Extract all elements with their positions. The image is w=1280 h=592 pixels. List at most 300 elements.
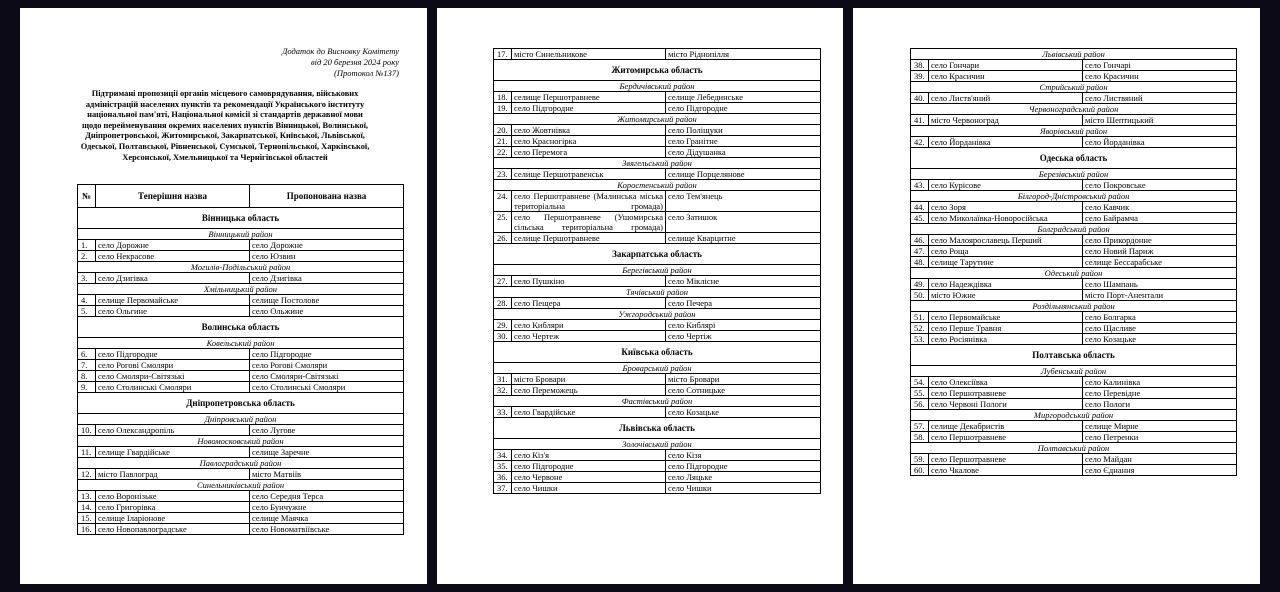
- oblast-row: [494, 244, 821, 265]
- current-name: село Перше Травня: [929, 323, 1083, 334]
- current-name: село Чкалове: [929, 465, 1083, 476]
- table-row: [494, 483, 821, 494]
- row-number: 6.: [78, 349, 96, 360]
- oblast-row: [494, 342, 821, 363]
- row-number: 58.: [911, 432, 929, 443]
- district-heading: Хмільницький район: [78, 284, 404, 295]
- row-number: 13.: [78, 491, 96, 502]
- current-name: село Першотравневе (Ушомирська сільська територіальна громада): [512, 212, 666, 233]
- table-row: [911, 115, 1237, 126]
- current-name: село Рогові Смоляри: [96, 360, 250, 371]
- current-name: село Столинські Смоляри: [96, 382, 250, 393]
- table-row: [494, 136, 821, 147]
- row-number: 27.: [494, 276, 512, 287]
- district-heading: Золочівський район: [494, 439, 821, 450]
- district-heading: Звягельський район: [494, 158, 821, 169]
- current-name: село Перемога: [512, 147, 666, 158]
- table-row: [911, 377, 1237, 388]
- row-number: 52.: [911, 323, 929, 334]
- table-row: [494, 385, 821, 396]
- row-number: 16.: [78, 524, 96, 535]
- district-heading: Яворівський район: [911, 126, 1237, 137]
- table-row: [78, 360, 404, 371]
- district-row: [78, 284, 404, 295]
- current-name: село Підгородне: [512, 461, 666, 472]
- district-row: [911, 49, 1237, 60]
- row-number: 37.: [494, 483, 512, 494]
- district-heading: Болградський район: [911, 224, 1237, 235]
- district-row: [911, 366, 1237, 377]
- district-row: [911, 410, 1237, 421]
- current-name: село Первомайське: [929, 312, 1083, 323]
- renaming-table: [910, 48, 1237, 476]
- proposed-name: село Середня Терса: [250, 491, 404, 502]
- row-number: 36.: [494, 472, 512, 483]
- proposed-name: село Козацьке: [666, 407, 821, 418]
- table-row: [911, 60, 1237, 71]
- table-row: [78, 251, 404, 262]
- current-name: село Дорожне: [96, 240, 250, 251]
- current-name: село Переможець: [512, 385, 666, 396]
- district-row: [494, 180, 821, 191]
- row-number: 24.: [494, 191, 512, 212]
- table-body: [494, 49, 821, 494]
- table-body: [78, 208, 404, 535]
- row-number: 26.: [494, 233, 512, 244]
- proposed-name: місто Ріднопілля: [666, 49, 821, 60]
- current-name: село Першотравневе (Малинська міська територіальна громада): [512, 191, 666, 212]
- renaming-table: [493, 48, 821, 494]
- district-row: [494, 265, 821, 276]
- proposed-name: село Прикордонне: [1083, 235, 1237, 246]
- district-heading: Житомирський район: [494, 114, 821, 125]
- table-row: [78, 425, 404, 436]
- row-number: 23.: [494, 169, 512, 180]
- table-row: [494, 191, 821, 212]
- district-row: [911, 191, 1237, 202]
- current-name: село Кіз'я: [512, 450, 666, 461]
- proposed-name: село Козацьке: [1083, 334, 1237, 345]
- proposed-name: село Йорданівка: [1083, 137, 1237, 148]
- table-row: [78, 447, 404, 458]
- row-number: 40.: [911, 93, 929, 104]
- oblast-row: [494, 418, 821, 439]
- table-row: [494, 49, 821, 60]
- district-heading: Коростенський район: [494, 180, 821, 191]
- proposed-name: селище Постолове: [250, 295, 404, 306]
- district-heading: Синельниківський район: [78, 480, 404, 491]
- proposed-name: село Столинські Смоляри: [250, 382, 404, 393]
- current-name: село Росіянівка: [929, 334, 1083, 345]
- proposed-name: село Перевідне: [1083, 388, 1237, 399]
- table-body: [911, 49, 1237, 476]
- current-name: село Чишки: [512, 483, 666, 494]
- proposed-name: місто Шептицький: [1083, 115, 1237, 126]
- current-name: село Червоні Пологи: [929, 399, 1083, 410]
- oblast-heading: Волинська область: [78, 317, 404, 338]
- table-row: [494, 407, 821, 418]
- proposed-name: місто Матвіїв: [250, 469, 404, 480]
- current-name: село Зоря: [929, 202, 1083, 213]
- row-number: 43.: [911, 180, 929, 191]
- table-row: [911, 137, 1237, 148]
- proposed-name: село Петренки: [1083, 432, 1237, 443]
- current-name: село Малоярославець Перший: [929, 235, 1083, 246]
- current-name: селище Декабристів: [929, 421, 1083, 432]
- current-name: село Пещера: [512, 298, 666, 309]
- current-name: місто Синельникове: [512, 49, 666, 60]
- district-heading: Ковельський район: [78, 338, 404, 349]
- proposed-name: село Щасливе: [1083, 323, 1237, 334]
- district-heading: Новомосковський район: [78, 436, 404, 447]
- table-header-row: [78, 185, 404, 208]
- table-row: [494, 233, 821, 244]
- proposed-name: селище Мирне: [1083, 421, 1237, 432]
- district-row: [494, 114, 821, 125]
- oblast-heading: Закарпатська область: [494, 244, 821, 265]
- proposed-name: село Міклісне: [666, 276, 821, 287]
- current-name: селище Первомайське: [96, 295, 250, 306]
- proposed-name: село Тем'янець: [666, 191, 821, 212]
- current-name: село Йорданівка: [929, 137, 1083, 148]
- current-name: село Олександропіль: [96, 425, 250, 436]
- current-name: село Курісове: [929, 180, 1083, 191]
- proposed-name: селище Кварцитне: [666, 233, 821, 244]
- current-name: село Красногірка: [512, 136, 666, 147]
- district-row: [78, 262, 404, 273]
- district-row: [78, 229, 404, 240]
- current-name: село Кибляри: [512, 320, 666, 331]
- row-number: 9.: [78, 382, 96, 393]
- header-proposed-name: Пропонована назва: [250, 185, 404, 208]
- row-number: 15.: [78, 513, 96, 524]
- oblast-heading: Одеська область: [911, 148, 1237, 169]
- district-row: [911, 82, 1237, 93]
- row-number: 18.: [494, 92, 512, 103]
- oblast-heading: Київська область: [494, 342, 821, 363]
- proposed-name: село Підгородне: [250, 349, 404, 360]
- table-row: [911, 388, 1237, 399]
- row-number: 38.: [911, 60, 929, 71]
- header-current-name: Теперішня назва: [96, 185, 250, 208]
- current-name: село Першотравневе: [929, 432, 1083, 443]
- table-row: [911, 180, 1237, 191]
- table-row: [911, 290, 1237, 301]
- row-number: 14.: [78, 502, 96, 513]
- district-heading: Павлоградський район: [78, 458, 404, 469]
- table-row: [78, 382, 404, 393]
- table-row: [911, 432, 1237, 443]
- current-name: село Жовтнівка: [512, 125, 666, 136]
- current-name: село Підгородне: [512, 103, 666, 114]
- oblast-row: [78, 393, 404, 414]
- row-number: 28.: [494, 298, 512, 309]
- row-number: 12.: [78, 469, 96, 480]
- oblast-row: [78, 317, 404, 338]
- row-number: 3.: [78, 273, 96, 284]
- current-name: село Підгородне: [96, 349, 250, 360]
- proposed-name: місто Бровари: [666, 374, 821, 385]
- current-name: селище Першотравневе: [512, 233, 666, 244]
- row-number: 50.: [911, 290, 929, 301]
- row-number: 51.: [911, 312, 929, 323]
- proposed-name: село Гранітне: [666, 136, 821, 147]
- table-row: [911, 454, 1237, 465]
- proposed-name: село Калинівка: [1083, 377, 1237, 388]
- proposed-name: село Ольжине: [250, 306, 404, 317]
- row-number: 17.: [494, 49, 512, 60]
- district-row: [911, 169, 1237, 180]
- table-row: [494, 92, 821, 103]
- current-name: селище Гвардійське: [96, 447, 250, 458]
- district-heading: Тячівський район: [494, 287, 821, 298]
- row-number: 4.: [78, 295, 96, 306]
- row-number: 8.: [78, 371, 96, 382]
- oblast-heading: Полтавська область: [911, 345, 1237, 366]
- district-row: [911, 104, 1237, 115]
- proposed-name: селище Порцелянове: [666, 169, 821, 180]
- proposed-name: село Майдан: [1083, 454, 1237, 465]
- proposed-name: село Ляцьке: [666, 472, 821, 483]
- current-name: село Григорівка: [96, 502, 250, 513]
- current-name: село Гончари: [929, 60, 1083, 71]
- row-number: 29.: [494, 320, 512, 331]
- proposed-name: село Печера: [666, 298, 821, 309]
- proposed-name: село Дорожне: [250, 240, 404, 251]
- current-name: село Червоне: [512, 472, 666, 483]
- table-row: [494, 472, 821, 483]
- table-row: [911, 235, 1237, 246]
- table-row: [911, 93, 1237, 104]
- oblast-heading: Львівська область: [494, 418, 821, 439]
- row-number: 30.: [494, 331, 512, 342]
- proposed-name: село Новий Париж: [1083, 246, 1237, 257]
- current-name: село Миколаївка-Новоросійська: [929, 213, 1083, 224]
- table-row: [78, 240, 404, 251]
- row-number: 60.: [911, 465, 929, 476]
- row-number: 19.: [494, 103, 512, 114]
- district-heading: Полтавський район: [911, 443, 1237, 454]
- table-row: [911, 323, 1237, 334]
- row-number: 20.: [494, 125, 512, 136]
- proposed-name: село Болгарка: [1083, 312, 1237, 323]
- current-name: місто Бровари: [512, 374, 666, 385]
- proposed-name: село Дідушанка: [666, 147, 821, 158]
- row-number: 11.: [78, 447, 96, 458]
- table-row: [78, 273, 404, 284]
- district-heading: Дніпровський район: [78, 414, 404, 425]
- district-heading: Миргородський район: [911, 410, 1237, 421]
- current-name: село Листв'яний: [929, 93, 1083, 104]
- table-row: [78, 295, 404, 306]
- document-page-2: [437, 8, 843, 584]
- proposed-name: село Лугове: [250, 425, 404, 436]
- proposed-name: місто Порт-Анентали: [1083, 290, 1237, 301]
- row-number: 49.: [911, 279, 929, 290]
- current-name: село Дзигівка: [96, 273, 250, 284]
- row-number: 53.: [911, 334, 929, 345]
- row-number: 42.: [911, 137, 929, 148]
- row-number: 54.: [911, 377, 929, 388]
- row-number: 34.: [494, 450, 512, 461]
- current-name: село Некрасове: [96, 251, 250, 262]
- current-name: село Ольгине: [96, 306, 250, 317]
- current-name: село Роща: [929, 246, 1083, 257]
- document-page-1: [20, 8, 427, 584]
- current-name: місто Южне: [929, 290, 1083, 301]
- district-heading: Червоноградський район: [911, 104, 1237, 115]
- oblast-heading: Житомирська область: [494, 60, 821, 81]
- current-name: селище Першотравенськ: [512, 169, 666, 180]
- table-row: [911, 399, 1237, 410]
- proposed-name: селище Заречне: [250, 447, 404, 458]
- proposed-name: село Чишки: [666, 483, 821, 494]
- district-heading: Ужгородський район: [494, 309, 821, 320]
- row-number: 31.: [494, 374, 512, 385]
- row-number: 35.: [494, 461, 512, 472]
- appendix-line: Додаток до Висновку Комітету: [281, 46, 399, 56]
- proposed-name: село Шампань: [1083, 279, 1237, 290]
- current-name: село Воронізьке: [96, 491, 250, 502]
- row-number: 56.: [911, 399, 929, 410]
- current-name: село Першотравневе: [929, 454, 1083, 465]
- table-row: [494, 276, 821, 287]
- row-number: 32.: [494, 385, 512, 396]
- district-row: [78, 338, 404, 349]
- district-heading: Берегівський район: [494, 265, 821, 276]
- table-row: [911, 213, 1237, 224]
- district-row: [494, 396, 821, 407]
- row-number: 45.: [911, 213, 929, 224]
- document-page-3: [853, 8, 1260, 584]
- row-number: 59.: [911, 454, 929, 465]
- district-row: [494, 158, 821, 169]
- current-name: місто Червоноград: [929, 115, 1083, 126]
- table-row: [494, 169, 821, 180]
- district-heading: Березівський район: [911, 169, 1237, 180]
- district-row: [494, 287, 821, 298]
- oblast-heading: Дніпропетровська область: [78, 393, 404, 414]
- district-heading: Роздільнянський район: [911, 301, 1237, 312]
- row-number: 55.: [911, 388, 929, 399]
- district-heading: Білгород-Дністровський район: [911, 191, 1237, 202]
- proposed-name: село Красичин: [1083, 71, 1237, 82]
- table-row: [78, 524, 404, 535]
- proposed-name: село Кавчик: [1083, 202, 1237, 213]
- district-heading: Одеський район: [911, 268, 1237, 279]
- proposed-name: село Сотницьке: [666, 385, 821, 396]
- district-row: [911, 224, 1237, 235]
- district-row: [494, 439, 821, 450]
- date-line: від 20 березня 2024 року: [310, 57, 399, 67]
- table-row: [911, 257, 1237, 268]
- row-number: 1.: [78, 240, 96, 251]
- current-name: село Гвардійське: [512, 407, 666, 418]
- district-row: [911, 301, 1237, 312]
- proposed-name: село Бунчужне: [250, 502, 404, 513]
- table-row: [494, 147, 821, 158]
- district-heading: Могилів-Подільський район: [78, 262, 404, 273]
- district-row: [78, 414, 404, 425]
- district-heading: Вінницький район: [78, 229, 404, 240]
- proposed-name: село Гончарі: [1083, 60, 1237, 71]
- row-number: 57.: [911, 421, 929, 432]
- table-row: [78, 469, 404, 480]
- table-row: [494, 374, 821, 385]
- proposed-name: село Пологи: [1083, 399, 1237, 410]
- current-name: село Олексіївка: [929, 377, 1083, 388]
- row-number: 22.: [494, 147, 512, 158]
- proposed-name: село Дзигівка: [250, 273, 404, 284]
- table-row: [494, 103, 821, 114]
- proposed-name: село Юзвин: [250, 251, 404, 262]
- table-row: [911, 334, 1237, 345]
- current-name: село Чертеж: [512, 331, 666, 342]
- row-number: 41.: [911, 115, 929, 126]
- proposed-name: село Поліщуки: [666, 125, 821, 136]
- district-row: [78, 458, 404, 469]
- table-row: [494, 450, 821, 461]
- row-number: 25.: [494, 212, 512, 233]
- proposed-name: село Затишок: [666, 212, 821, 233]
- proposed-name: село Киблярі: [666, 320, 821, 331]
- district-row: [78, 436, 404, 447]
- table-row: [494, 320, 821, 331]
- proposed-name: село Підгородне: [666, 461, 821, 472]
- current-name: село Красичин: [929, 71, 1083, 82]
- row-number: 7.: [78, 360, 96, 371]
- row-number: 46.: [911, 235, 929, 246]
- district-heading: Броварський район: [494, 363, 821, 374]
- header-num: №: [78, 185, 96, 208]
- table-row: [911, 279, 1237, 290]
- renaming-table: [77, 184, 404, 535]
- district-row: [494, 309, 821, 320]
- current-name: селище Іларіонове: [96, 513, 250, 524]
- row-number: 5.: [78, 306, 96, 317]
- proposed-name: село Чертіж: [666, 331, 821, 342]
- current-name: село Пушкіно: [512, 276, 666, 287]
- proposed-name: село Покровське: [1083, 180, 1237, 191]
- district-heading: Фастівський район: [494, 396, 821, 407]
- row-number: 33.: [494, 407, 512, 418]
- proposed-name: село Новоматвіївське: [250, 524, 404, 535]
- proposed-name: село Єднання: [1083, 465, 1237, 476]
- district-row: [494, 81, 821, 92]
- appendix-header: [219, 46, 399, 79]
- table-row: [78, 491, 404, 502]
- oblast-row: [78, 208, 404, 229]
- current-name: місто Павлоград: [96, 469, 250, 480]
- table-row: [911, 421, 1237, 432]
- district-row: [911, 443, 1237, 454]
- proposed-name: село Підгородне: [666, 103, 821, 114]
- table-row: [911, 71, 1237, 82]
- row-number: 44.: [911, 202, 929, 213]
- oblast-row: [494, 60, 821, 81]
- row-number: 21.: [494, 136, 512, 147]
- proposed-name: село Листвяний: [1083, 93, 1237, 104]
- row-number: 39.: [911, 71, 929, 82]
- proposed-name: село Рогові Смоляри: [250, 360, 404, 371]
- table-row: [494, 125, 821, 136]
- proposed-name: село Байрамча: [1083, 213, 1237, 224]
- table-row: [78, 513, 404, 524]
- current-name: селище Першотравневе: [512, 92, 666, 103]
- proposed-name: селище Бессарабське: [1083, 257, 1237, 268]
- oblast-row: [911, 345, 1237, 366]
- district-heading: Бердичівський район: [494, 81, 821, 92]
